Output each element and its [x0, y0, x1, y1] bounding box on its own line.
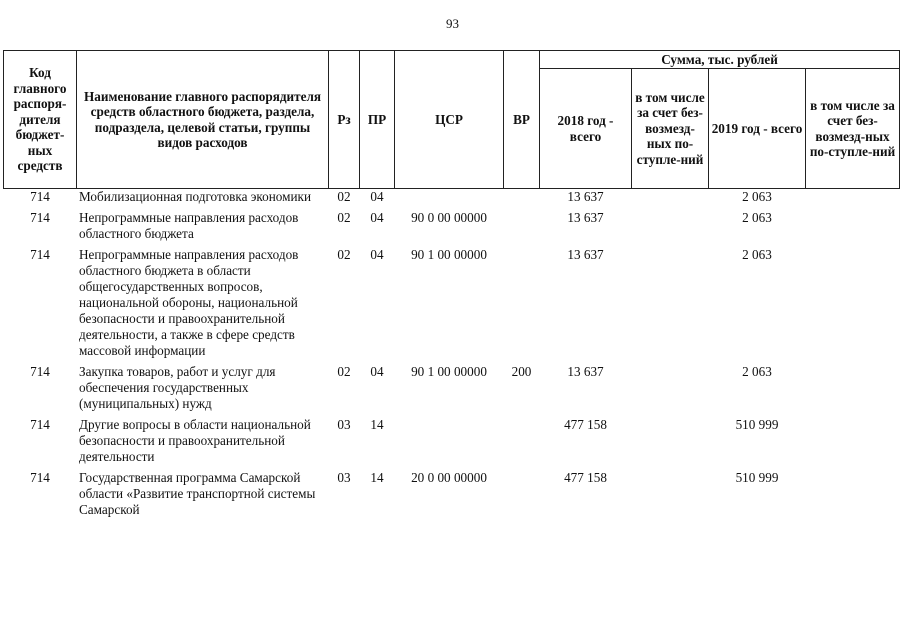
cell-name: Мобилизационная подготовка экономики [79, 189, 312, 204]
table-row [4, 210, 900, 247]
cell-pr: 14 [370, 470, 384, 485]
cell-2019-grant [806, 189, 900, 211]
cell-code: 714 [30, 364, 50, 379]
cell-code: 714 [30, 189, 50, 204]
cell-csr: 20 0 00 00000 [411, 470, 487, 485]
cell-code: 714 [30, 470, 50, 485]
cell-2019-total: 510 999 [735, 470, 779, 485]
cell-csr: 90 0 00 00000 [411, 210, 487, 225]
cell-pr: 04 [370, 247, 384, 262]
cell-2018-total: 13 637 [567, 247, 604, 262]
cell-csr [395, 417, 504, 470]
cell-2019-grant [806, 247, 900, 364]
cell-2018-grant [632, 189, 709, 211]
cell-2018-total: 13 637 [567, 364, 604, 379]
cell-2018-total: 13 637 [567, 210, 604, 225]
table-row [4, 364, 900, 417]
cell-2018-grant [632, 210, 709, 247]
cell-csr: 90 1 00 00000 [411, 364, 487, 379]
cell-rz: 02 [337, 210, 351, 225]
header-name: Наименование главного распорядителя средств областного бюджета, раздела, подраздела, целевой статьи, группы видов расходов [77, 51, 329, 189]
cell-csr [395, 189, 504, 211]
cell-rz: 02 [337, 189, 351, 204]
header-sum-group: Сумма, тыс. рублей [540, 51, 900, 69]
cell-2019-grant [806, 470, 900, 523]
cell-2019-grant [806, 364, 900, 417]
header-rz: Рз [329, 51, 360, 189]
cell-2018-total: 477 158 [564, 470, 607, 485]
cell-code: 714 [30, 417, 50, 432]
cell-2019-total: 2 063 [742, 247, 772, 262]
table-body [4, 189, 900, 524]
cell-2018-total: 477 158 [564, 417, 607, 432]
header-2018-total: 2018 год - всего [540, 69, 632, 189]
header-pr: ПР [360, 51, 395, 189]
header-2018-grant: в том числе за счет без-возмезд-ных по-ступле-ний [632, 69, 709, 189]
cell-rz: 03 [337, 417, 351, 432]
table-row [4, 470, 900, 523]
cell-2018-grant [632, 470, 709, 523]
cell-name: Непрограммные направления расходов областного бюджета [79, 210, 299, 241]
cell-pr: 04 [370, 364, 384, 379]
header-code: Код главного распоря-дителя бюджет-ных средств [4, 51, 77, 189]
cell-vr [504, 247, 540, 364]
cell-2018-total: 13 637 [567, 189, 604, 204]
cell-code: 714 [30, 210, 50, 225]
cell-pr: 04 [370, 210, 384, 225]
cell-vr [504, 189, 540, 211]
cell-2018-grant [632, 364, 709, 417]
cell-name: Государственная программа Самарской области «Развитие транспортной системы Самарской [79, 470, 316, 517]
table-header [4, 51, 900, 189]
cell-vr: 200 [511, 364, 532, 379]
header-2019-grant: в том числе за счет без-возмезд-ных по-ступле-ний [806, 69, 900, 189]
header-csr: ЦСР [395, 51, 504, 189]
cell-rz: 03 [337, 470, 351, 485]
cell-pr: 04 [370, 189, 384, 204]
cell-name: Непрограммные направления расходов областного бюджета в области общегосударственных вопросов, национальной обороны, национальной безопасности и правоохранительной деятельности, а также в сфере средств массовой информации [79, 247, 299, 358]
page-number: 93 [446, 16, 459, 31]
cell-2018-grant [632, 417, 709, 470]
cell-2019-grant [806, 417, 900, 470]
table-row [4, 189, 900, 211]
cell-pr: 14 [370, 417, 384, 432]
cell-vr [504, 470, 540, 523]
header-vr: ВР [504, 51, 540, 189]
cell-2019-total: 2 063 [742, 364, 772, 379]
table-row [4, 247, 900, 364]
cell-code: 714 [30, 247, 50, 262]
cell-2019-grant [806, 210, 900, 247]
cell-2019-total: 2 063 [742, 210, 772, 225]
cell-vr [504, 210, 540, 247]
header-2019-total: 2019 год - всего [709, 69, 806, 189]
cell-rz: 02 [337, 247, 351, 262]
budget-table [3, 50, 900, 523]
cell-rz: 02 [337, 364, 351, 379]
table-row [4, 417, 900, 470]
cell-name: Другие вопросы в области национальной безопасности и правоохранительной деятельности [79, 417, 311, 464]
cell-2019-total: 2 063 [742, 189, 772, 204]
cell-2019-total: 510 999 [735, 417, 779, 432]
cell-vr [504, 417, 540, 470]
cell-2018-grant [632, 247, 709, 364]
cell-csr: 90 1 00 00000 [411, 247, 487, 262]
cell-name: Закупка товаров, работ и услуг для обеспечения государственных (муниципальных) нужд [79, 364, 276, 411]
